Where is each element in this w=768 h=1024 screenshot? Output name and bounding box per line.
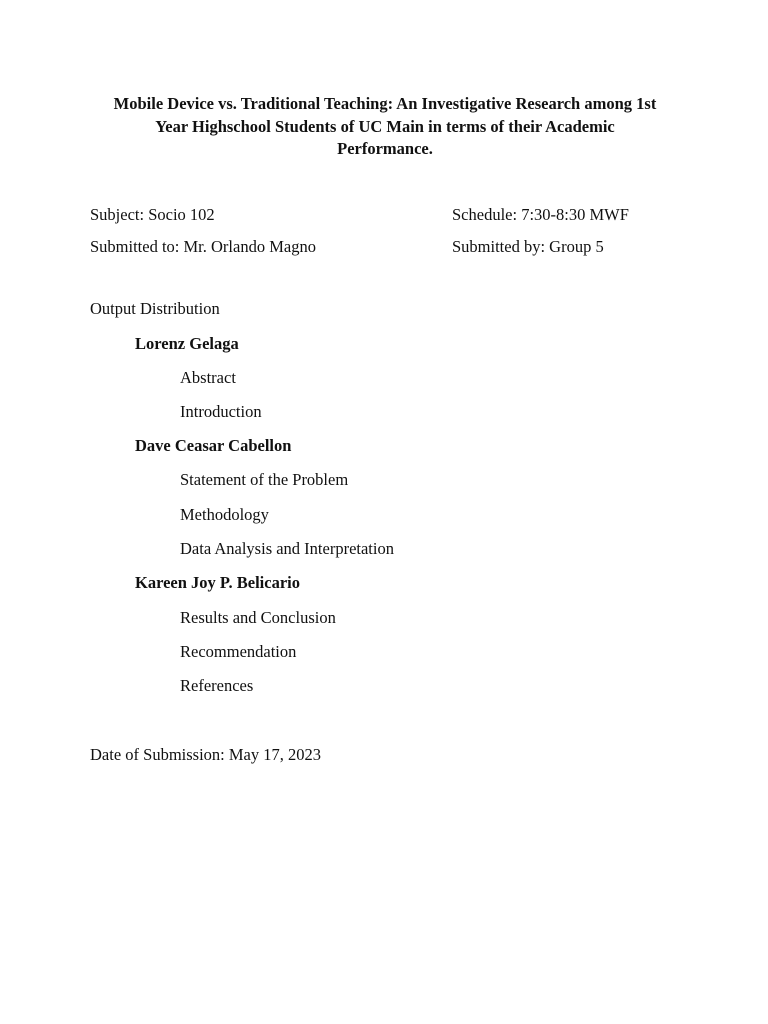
member-task: Results and Conclusion bbox=[180, 608, 336, 627]
schedule-text: Schedule: 7:30-8:30 MWF bbox=[452, 205, 629, 224]
member-task: Recommendation bbox=[180, 642, 297, 661]
title-line-2: Year Highschool Students of UC Main in terms of their Academic bbox=[155, 116, 615, 136]
member-task: Methodology bbox=[180, 505, 269, 524]
title-line-3: Performance. bbox=[337, 139, 433, 158]
member-name: Dave Ceasar Cabellon bbox=[135, 436, 292, 455]
title-line-1: Mobile Device vs. Traditional Teaching: An Investigative Research among 1st bbox=[113, 94, 657, 113]
member-task: Statement of the Problem bbox=[180, 470, 349, 489]
member-task: Abstract bbox=[180, 368, 236, 387]
member-name: Lorenz Gelaga bbox=[135, 334, 239, 353]
date-of-submission: Date of Submission: May 17, 2023 bbox=[90, 745, 321, 764]
submitted-to-text: Submitted to: Mr. Orlando Magno bbox=[90, 237, 316, 256]
document-title bbox=[80, 93, 690, 161]
subject-text: Subject: Socio 102 bbox=[90, 205, 215, 224]
member-task: References bbox=[180, 676, 254, 695]
member-task: Introduction bbox=[180, 402, 262, 421]
member-name: Kareen Joy P. Belicario bbox=[135, 573, 300, 592]
member-task: Data Analysis and Interpretation bbox=[180, 539, 394, 558]
output-distribution-heading: Output Distribution bbox=[90, 299, 220, 318]
submitted-by-text: Submitted by: Group 5 bbox=[452, 237, 604, 256]
